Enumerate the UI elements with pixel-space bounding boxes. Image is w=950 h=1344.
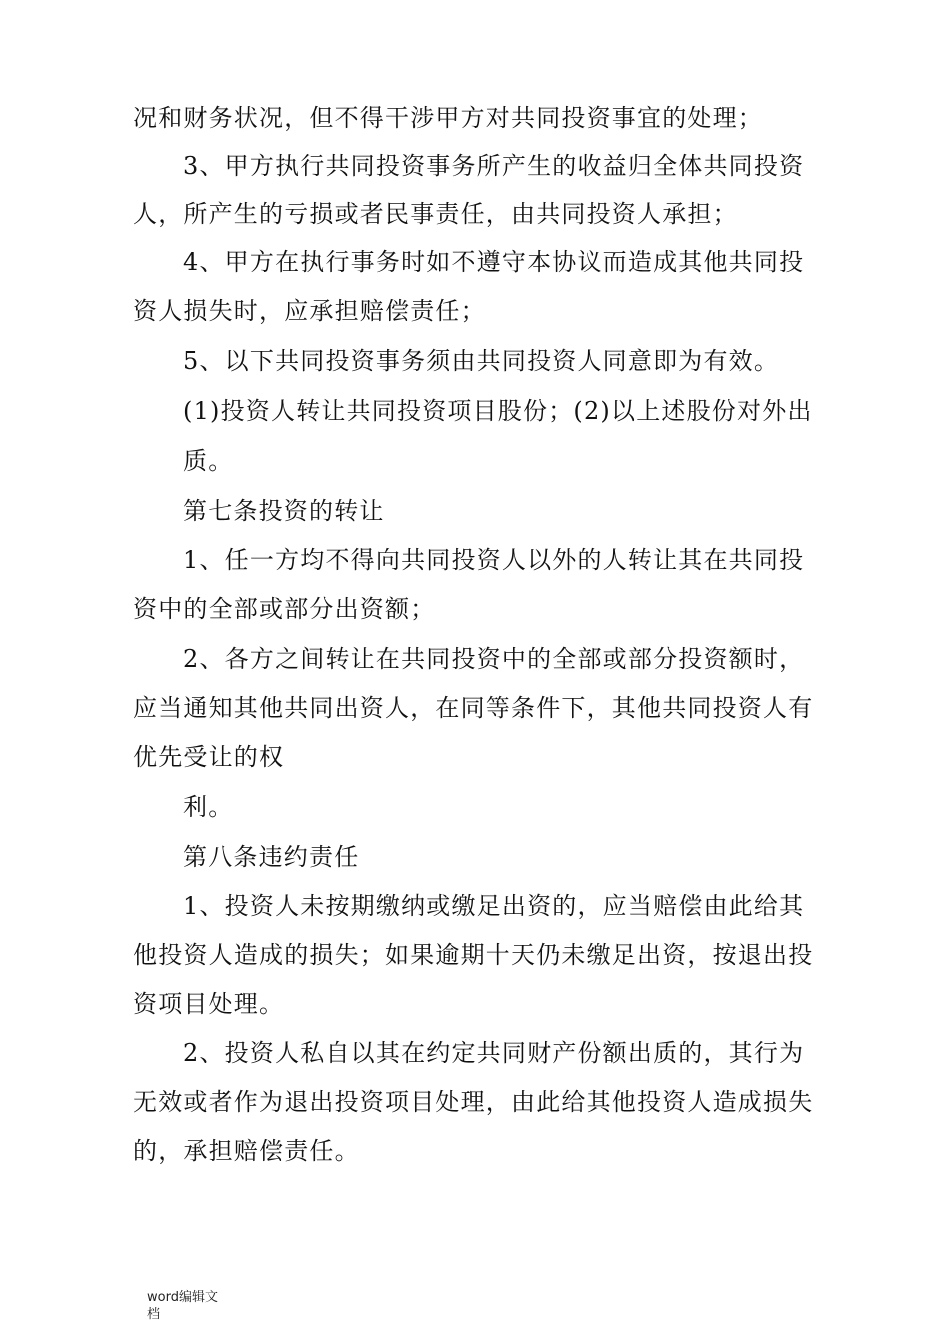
text-line: 资中的全部或部分出资额； xyxy=(133,595,436,623)
text-line: 3、甲方执行共同投资事务所产生的收益归全体共同投资 xyxy=(183,152,805,180)
text-line: 况和财务状况，但不得干涉甲方对共同投资事宜的处理； xyxy=(133,104,763,132)
text-line: 无效或者作为退出投资项目处理，由此给其他投资人造成损失 xyxy=(133,1088,814,1116)
text-line: 资人损失时，应承担赔偿责任； xyxy=(133,297,486,325)
text-line: 利。 xyxy=(183,793,234,821)
text-line: 1、投资人未按期缴纳或缴足出资的，应当赔偿由此给其 xyxy=(183,892,805,920)
text-line: 的，承担赔偿责任。 xyxy=(133,1137,360,1165)
section-heading: 第八条违约责任 xyxy=(183,843,360,871)
footer-line: word编辑文 xyxy=(147,1290,218,1305)
footer-line: 档 xyxy=(147,1307,161,1322)
text-line: 他投资人造成的损失；如果逾期十天仍未缴足出资，按退出投 xyxy=(133,941,814,969)
text-line: (1)投资人转让共同投资项目股份；(2)以上述股份对外出 xyxy=(183,397,813,425)
text-line: 1、任一方均不得向共同投资人以外的人转让其在共同投 xyxy=(183,546,805,574)
text-line: 2、投资人私自以其在约定共同财产份额出质的，其行为 xyxy=(183,1039,805,1067)
text-line: 2、各方之间转让在共同投资中的全部或部分投资额时， xyxy=(183,645,805,673)
footer-label xyxy=(147,1289,227,1323)
text-line: 人，所产生的亏损或者民事责任，由共同投资人承担； xyxy=(133,200,738,228)
text-line: 应当通知其他共同出资人，在同等条件下，其他共同投资人有 xyxy=(133,694,814,722)
text-line: 5、以下共同投资事务须由共同投资人同意即为有效。 xyxy=(183,347,780,375)
text-line: 4、甲方在执行事务时如不遵守本协议而造成其他共同投 xyxy=(183,248,805,276)
text-line: 质。 xyxy=(183,447,234,475)
text-line: 优先受让的权 xyxy=(133,743,285,771)
section-heading: 第七条投资的转让 xyxy=(183,497,385,525)
text-line: 资项目处理。 xyxy=(133,990,285,1018)
